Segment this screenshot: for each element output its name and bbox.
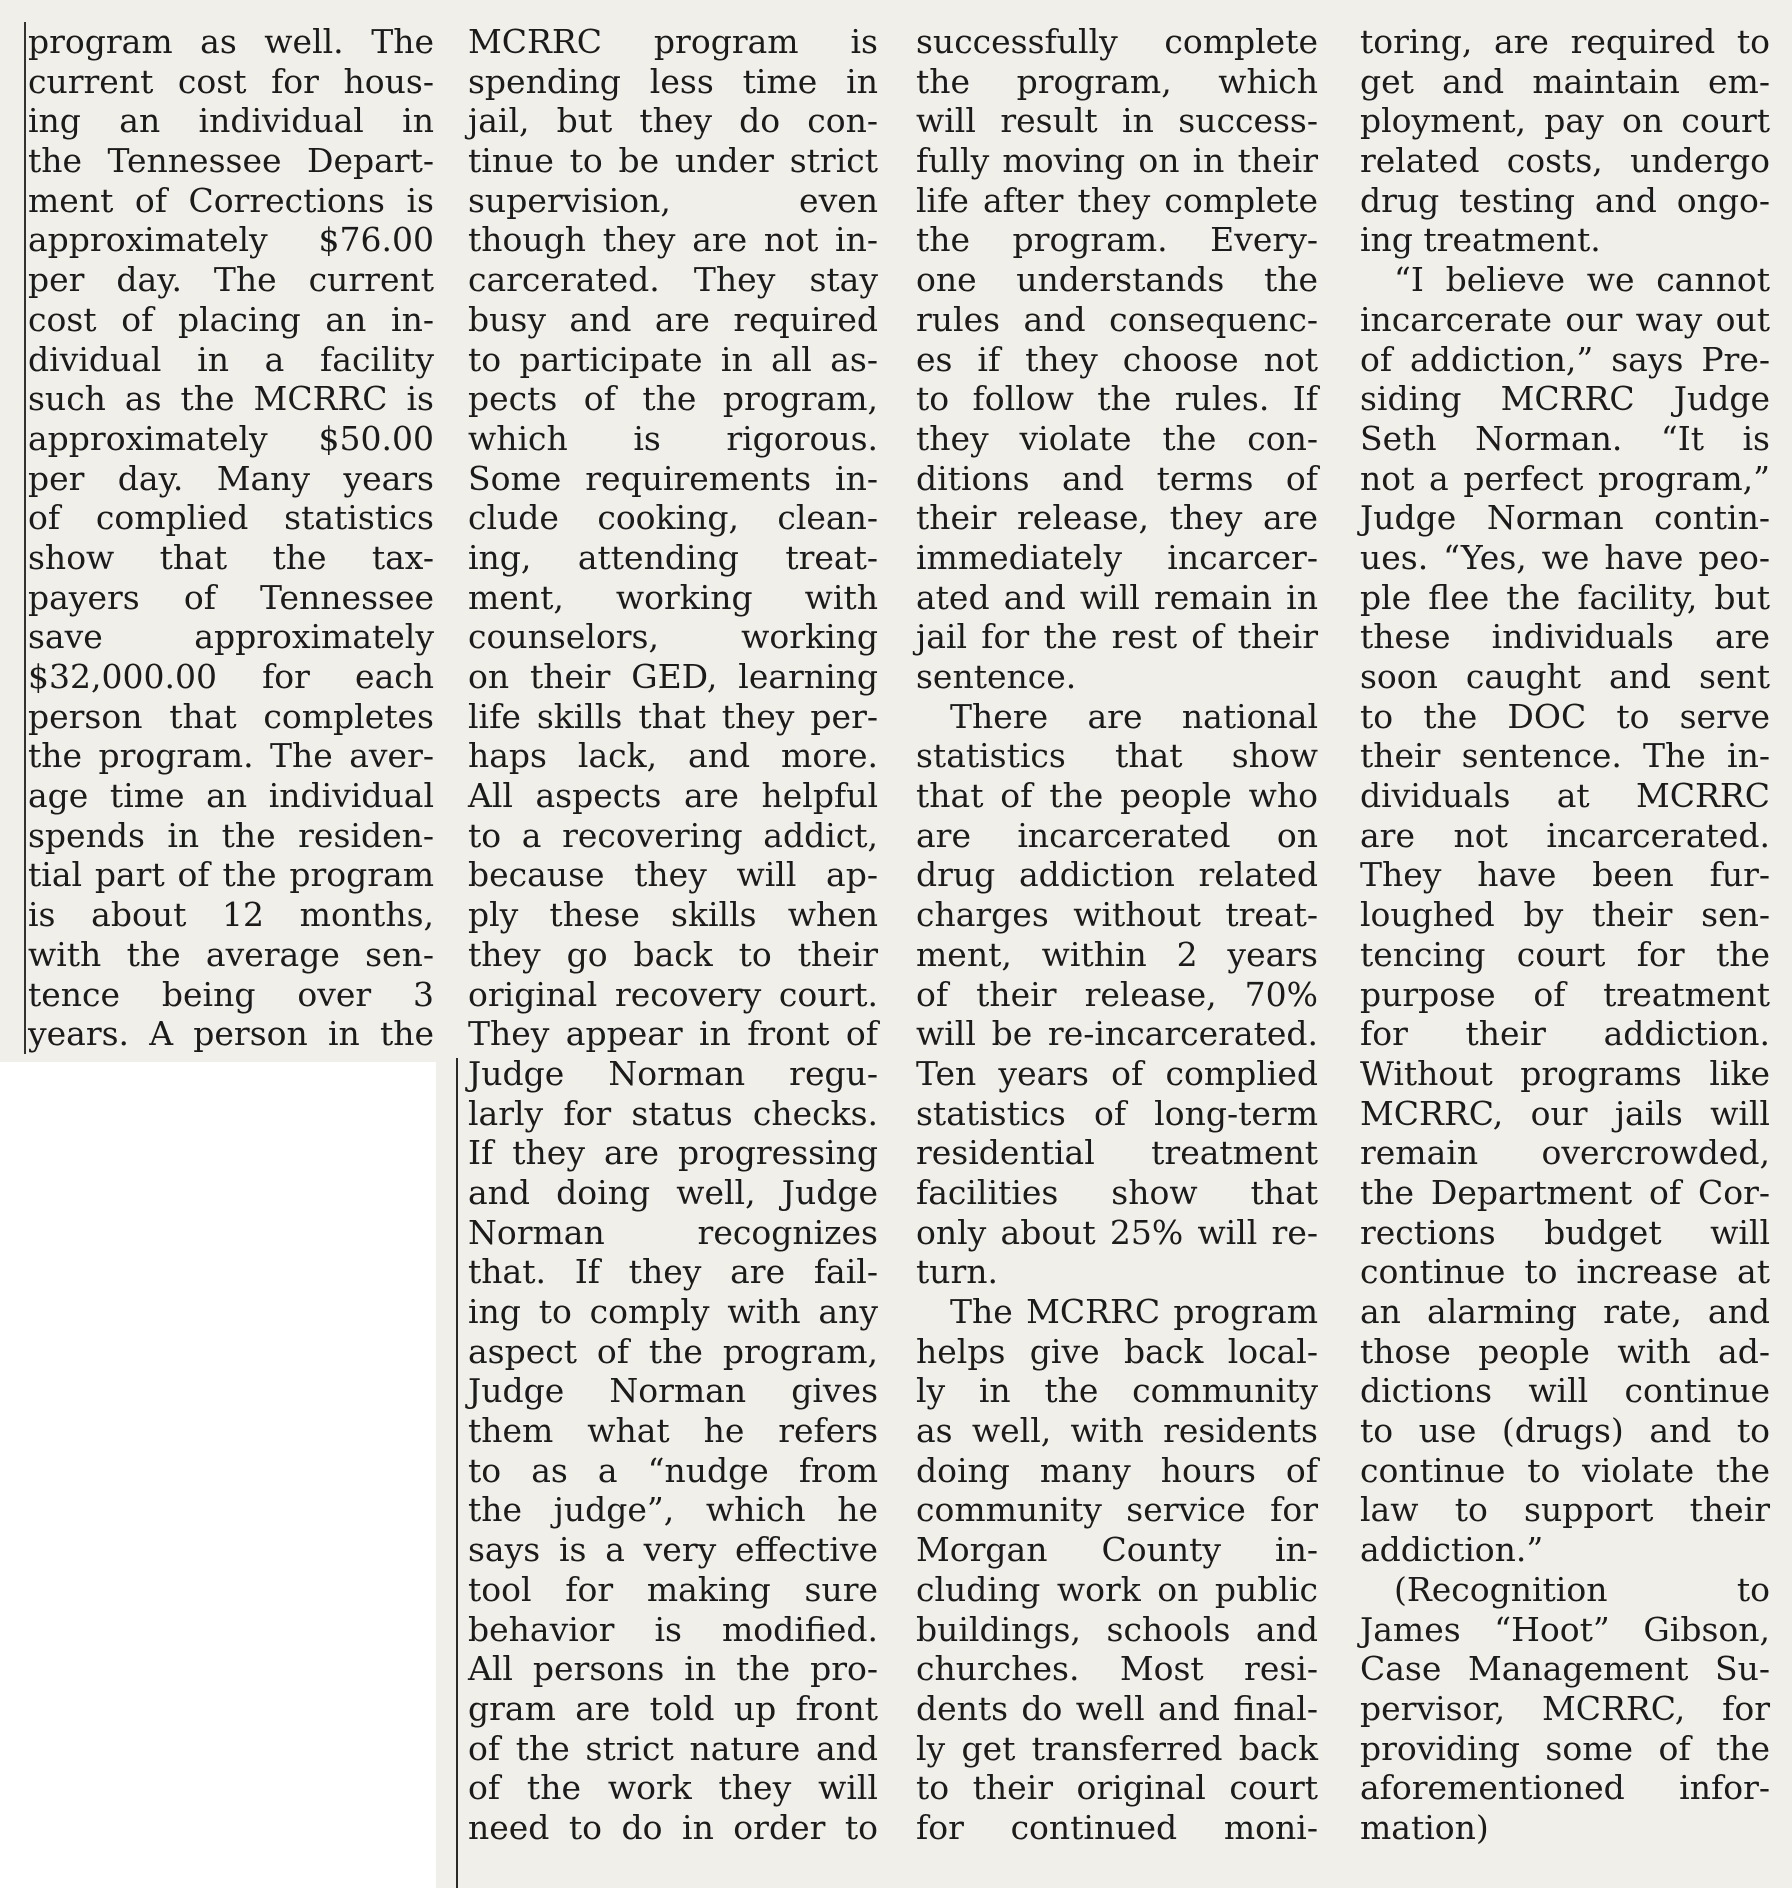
text-line: they go back to their <box>468 934 878 974</box>
text-line: such as the MCRRC is <box>28 379 434 419</box>
text-line: supervision, even <box>468 180 878 220</box>
text-line: drug testing and ongo- <box>1360 180 1770 220</box>
text-line: Seth Norman. “It is <box>1360 418 1770 458</box>
column-rule-lower-left <box>456 1058 458 1888</box>
text-line: es if they choose not <box>916 339 1318 379</box>
text-line: show that the tax- <box>28 537 434 577</box>
text-line: ply these skills when <box>468 895 878 935</box>
text-line: Case Management Su- <box>1360 1649 1770 1689</box>
text-line: payers of Tennessee <box>28 577 434 617</box>
text-line: tence being over 3 <box>28 974 434 1014</box>
text-line: James “Hoot” Gibson, <box>1360 1609 1770 1649</box>
text-line: get and maintain em- <box>1360 61 1770 101</box>
text-line: Morgan County in- <box>916 1530 1318 1570</box>
text-line: of their release, 70% <box>916 974 1318 1014</box>
text-line: per day. Many years <box>28 458 434 498</box>
text-line: life skills that they per- <box>468 696 878 736</box>
text-line: ment of Corrections is <box>28 180 434 220</box>
text-line: continue to violate the <box>1360 1450 1770 1490</box>
text-line: If they are progressing <box>468 1133 878 1173</box>
text-line: cost of placing an in- <box>28 299 434 339</box>
text-line: community service for <box>916 1490 1318 1530</box>
text-line: drug addiction related <box>916 855 1318 895</box>
text-line: jail for the rest of their <box>916 617 1318 657</box>
text-line: their release, they are <box>916 498 1318 538</box>
text-line: only about 25% will re- <box>916 1212 1318 1252</box>
text-line: with the average sen- <box>28 934 434 974</box>
text-line: of the strict nature and <box>468 1728 878 1768</box>
article-column-2 <box>468 22 878 1848</box>
text-line: Some requirements in- <box>468 458 878 498</box>
text-line: sentence. <box>916 657 1077 696</box>
text-line: Judge Norman gives <box>468 1371 878 1411</box>
text-line: age time an individual <box>28 776 434 816</box>
text-line: original recovery court. <box>468 974 878 1014</box>
text-line: carcerated. They stay <box>468 260 878 300</box>
text-line: ple flee the facility, but <box>1360 577 1770 617</box>
text-line: of the work they will <box>468 1768 878 1808</box>
article-column-4 <box>1360 22 1770 1848</box>
text-line: There are national <box>950 696 1318 736</box>
text-line: an alarming rate, and <box>1360 1292 1770 1331</box>
text-line: is about 12 months, <box>28 895 434 935</box>
text-line: ing to comply with any <box>468 1292 878 1331</box>
text-line: of complied statistics <box>28 498 434 538</box>
article-column-3 <box>916 22 1318 1848</box>
text-line: to participate in all as- <box>468 339 878 379</box>
text-line: dividual in a facility <box>28 339 434 379</box>
text-line: residential treatment <box>916 1133 1318 1173</box>
text-line: charges without treat- <box>916 895 1318 935</box>
text-line: save approximately <box>28 617 434 657</box>
text-line: because they will ap- <box>468 855 878 895</box>
text-line: these individuals are <box>1360 617 1770 657</box>
text-line: related costs, undergo <box>1360 141 1770 181</box>
text-line: though they are not in- <box>468 220 878 260</box>
text-line: loughed by their sen- <box>1360 895 1770 935</box>
text-line: Without programs like <box>1360 1053 1770 1093</box>
text-line: ployment, pay on court <box>1360 101 1770 141</box>
text-line: rections budget will <box>1360 1212 1770 1252</box>
text-line: says is a very effective <box>468 1530 878 1570</box>
text-line: They appear in front of <box>468 1014 878 1054</box>
text-line: gram are told up front <box>468 1688 878 1728</box>
text-line: the program. The aver- <box>28 736 434 776</box>
text-line: pervisor, MCRRC, for <box>1360 1688 1770 1728</box>
text-line: They have been fur- <box>1360 855 1770 895</box>
text-line: cluding work on public <box>916 1569 1318 1609</box>
text-line: soon caught and sent <box>1360 657 1770 696</box>
text-line: tial part of the program <box>28 855 434 895</box>
text-line: to follow the rules. If <box>916 379 1318 419</box>
text-line: behavior is modified. <box>468 1609 878 1649</box>
text-line: Ten years of complied <box>916 1053 1318 1093</box>
text-line: counselors, working <box>468 617 878 657</box>
text-line: Judge Norman contin- <box>1360 498 1770 538</box>
text-line: and doing well, Judge <box>468 1172 878 1212</box>
text-line: $32,000.00 for each <box>28 657 434 696</box>
text-line: approximately $50.00 <box>28 418 434 458</box>
text-line: facilities show that <box>916 1172 1318 1212</box>
text-line: helps give back local- <box>916 1331 1318 1371</box>
text-line: the Department of Cor- <box>1360 1172 1770 1212</box>
text-line: ing treatment. <box>1360 220 1601 260</box>
text-line: ing an individual in <box>28 101 434 141</box>
text-line: busy and are required <box>468 299 878 339</box>
text-line: dents do well and final- <box>916 1688 1318 1728</box>
text-line: (Recognition to <box>1394 1569 1770 1609</box>
text-line: remain overcrowded, <box>1360 1133 1770 1173</box>
text-line: program as well. The <box>28 22 434 61</box>
text-line: “I believe we cannot <box>1394 260 1770 300</box>
text-line: Judge Norman regu- <box>468 1053 878 1093</box>
text-line: rules and consequenc- <box>916 299 1318 339</box>
text-line: to use (drugs) and to <box>1360 1411 1770 1451</box>
text-line: current cost for hous- <box>28 61 434 101</box>
text-line: statistics of long-term <box>916 1093 1318 1133</box>
text-line: tencing court for the <box>1360 934 1770 974</box>
text-line: spending less time in <box>468 61 878 101</box>
text-line: as well, with residents <box>916 1411 1318 1451</box>
text-line: MCRRC program is <box>468 22 878 61</box>
text-line: providing some of the <box>1360 1728 1770 1768</box>
text-line: statistics that show <box>916 736 1318 776</box>
text-line: purpose of treatment <box>1360 974 1770 1014</box>
text-line: spends in the residen- <box>28 815 434 855</box>
text-line: the Tennessee Depart- <box>28 141 434 181</box>
text-line: fully moving on in their <box>916 141 1318 181</box>
text-line: incarcerate our way out <box>1360 299 1770 339</box>
text-line: person that completes <box>28 696 434 736</box>
text-line: years. A person in the <box>28 1014 434 1054</box>
text-line: ly get transferred back <box>916 1728 1318 1768</box>
text-line: for their addiction. <box>1360 1014 1770 1054</box>
text-line: siding MCRRC Judge <box>1360 379 1770 419</box>
text-line: buildings, schools and <box>916 1609 1318 1649</box>
text-line: immediately incarcer- <box>916 537 1318 577</box>
text-line: to a recovering addict, <box>468 815 878 855</box>
text-line: need to do in order to <box>468 1807 878 1847</box>
text-line: doing many hours of <box>916 1450 1318 1490</box>
text-line: All aspects are helpful <box>468 776 878 816</box>
text-line: mation) <box>1360 1807 1489 1847</box>
text-line: of addiction,” says Pre- <box>1360 339 1770 379</box>
text-line: that of the people who <box>916 776 1318 816</box>
text-line: that. If they are fail- <box>468 1252 878 1292</box>
text-line: their sentence. The in- <box>1360 736 1770 776</box>
text-line: ing, attending treat- <box>468 537 878 577</box>
text-line: life after they complete <box>916 180 1318 220</box>
text-line: All persons in the pro- <box>468 1649 878 1689</box>
text-line: ues. “Yes, we have peo- <box>1360 537 1770 577</box>
text-line: addiction.” <box>1360 1530 1544 1570</box>
text-line: will result in success- <box>916 101 1318 141</box>
text-line: to as a “nudge from <box>468 1450 878 1490</box>
text-line: aspect of the program, <box>468 1331 878 1371</box>
text-line: the program. Every- <box>916 220 1318 260</box>
text-line: are incarcerated on <box>916 815 1318 855</box>
text-line: the judge”, which he <box>468 1490 878 1530</box>
text-line: haps lack, and more. <box>468 736 878 776</box>
text-line: law to support their <box>1360 1490 1770 1530</box>
text-line: not a perfect program,” <box>1360 458 1770 498</box>
text-line: ly in the community <box>916 1371 1318 1411</box>
text-line: are not incarcerated. <box>1360 815 1770 855</box>
text-line: ated and will remain in <box>916 577 1318 617</box>
text-line: for continued moni- <box>916 1807 1318 1847</box>
text-line: per day. The current <box>28 260 434 300</box>
text-line: one understands the <box>916 260 1318 300</box>
text-line: dictions will continue <box>1360 1371 1770 1411</box>
text-line: larly for status checks. <box>468 1093 878 1133</box>
text-line: will be re-incarcerated. <box>916 1014 1318 1054</box>
text-line: ditions and terms of <box>916 458 1318 498</box>
text-line: jail, but they do con- <box>468 101 878 141</box>
text-line: on their GED, learning <box>468 657 878 696</box>
text-line: which is rigorous. <box>468 418 878 458</box>
text-line: aforementioned infor- <box>1360 1768 1770 1808</box>
text-line: they violate the con- <box>916 418 1318 458</box>
text-line: tool for making sure <box>468 1569 878 1609</box>
text-line: turn. <box>916 1252 999 1292</box>
text-line: ment, within 2 years <box>916 934 1318 974</box>
text-line: continue to increase at <box>1360 1252 1770 1292</box>
text-line: clude cooking, clean- <box>468 498 878 538</box>
text-line: to the DOC to serve <box>1360 696 1770 736</box>
text-line: the program, which <box>916 61 1318 101</box>
text-line: The MCRRC program <box>950 1292 1318 1331</box>
text-line: them what he refers <box>468 1411 878 1451</box>
text-line: dividuals at MCRRC <box>1360 776 1770 816</box>
text-line: approximately $76.00 <box>28 220 434 260</box>
text-line: to their original court <box>916 1768 1318 1808</box>
text-line: successfully complete <box>916 22 1318 61</box>
text-line: Norman recognizes <box>468 1212 878 1252</box>
text-line: MCRRC, our jails will <box>1360 1093 1770 1133</box>
text-line: toring, are required to <box>1360 22 1770 61</box>
article-column-1 <box>24 22 434 1054</box>
text-line: those people with ad- <box>1360 1331 1770 1371</box>
text-line: churches. Most resi- <box>916 1649 1318 1689</box>
text-line: tinue to be under strict <box>468 141 878 181</box>
text-line: pects of the program, <box>468 379 878 419</box>
text-line: ment, working with <box>468 577 878 617</box>
